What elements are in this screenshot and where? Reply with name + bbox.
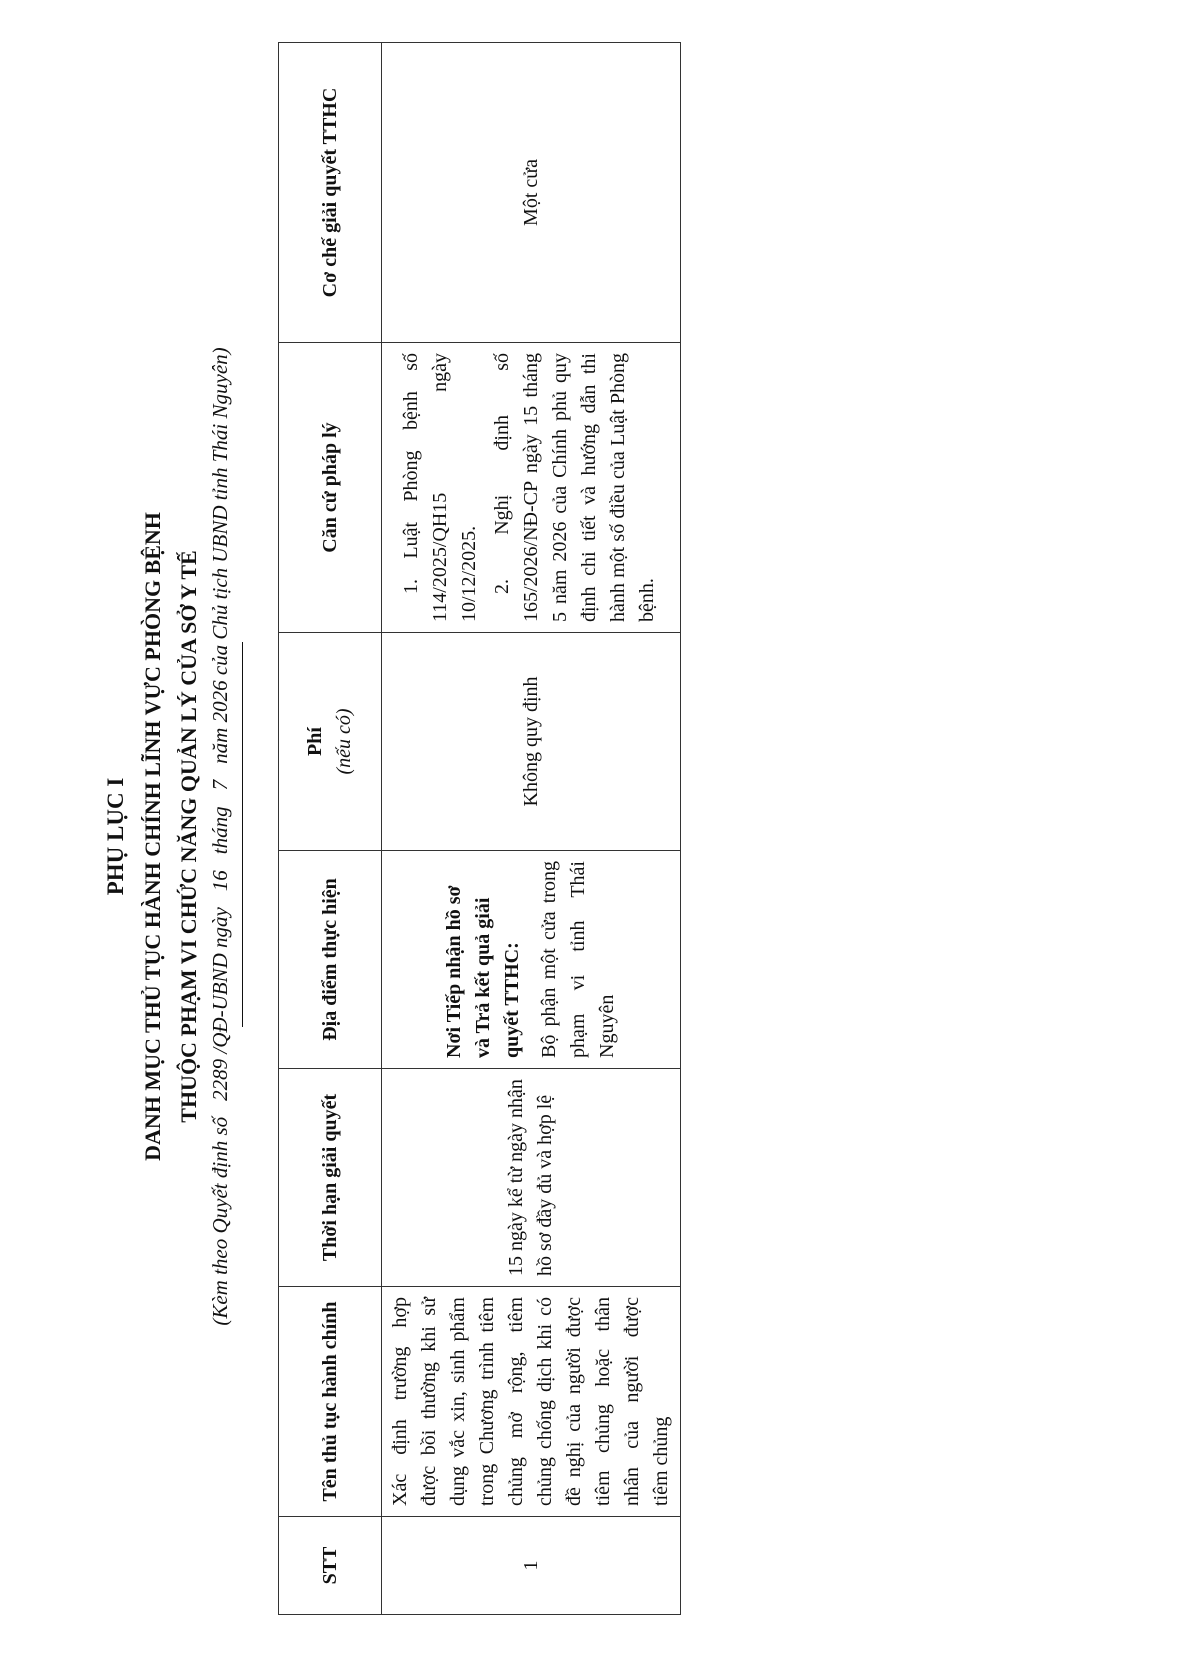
procedure-table (278, 42, 681, 1615)
cell-co-che: Một cửa (382, 43, 681, 343)
subtitle-prefix: (Kèm theo Quyết định số (208, 1116, 232, 1326)
heading-underline (242, 642, 243, 1027)
decision-number: 2289 (208, 1058, 232, 1101)
decision-month: 7 (208, 779, 232, 791)
cell-phi: Không quy định (382, 633, 681, 851)
legal-basis-item: 2. Nghị định số 165/2026/NĐ-CP ngày 15 tháng 5 năm 2026 của Chính phủ quy định chi tiết và hướng dẫn thi hành một số điều của Luật Phòng bệnh. (490, 353, 658, 622)
header-phi-label: Phí (304, 727, 326, 756)
header-phi-note: (nếu có) (333, 708, 355, 775)
cell-dia-diem (382, 851, 681, 1069)
cell-stt: 1 (382, 1517, 681, 1615)
header-ten-thu-tuc: Tên thủ tục hành chính (279, 1287, 382, 1517)
dia-diem-label: Nơi Tiếp nhận hồ sơ và Trả kết quả giải quyết TTHC: (443, 885, 523, 1058)
appendix-title: PHỤ LỤC I (103, 777, 128, 896)
header-can-cu: Căn cứ pháp lý (279, 343, 382, 633)
header-co-che: Cơ chế giải quyết TTHC (279, 43, 382, 343)
heading-line-2: DANH MỤC THỦ TỤC HÀNH CHÍNH LĨNH VỰC PHÒNG BỆNH (140, 512, 165, 1161)
dia-diem-value: Bộ phận một cửa trong phạm vi tỉnh Thái Nguyên (538, 861, 618, 1058)
header-dia-diem: Địa điểm thực hiện (279, 851, 382, 1069)
cell-can-cu (382, 343, 681, 633)
table-row (382, 43, 681, 1615)
table-header-row (279, 43, 382, 1615)
cell-ten-thu-tuc: Xác định trường hợp được bồi thường khi sử dụng vắc xin, sinh phẩm trong Chương trình tiêm chủng mở rộng, tiêm chủng chống dịch khi có đề nghị của người được tiêm chủng hoặc thân nhân của người được tiêm chủng (382, 1287, 681, 1517)
header-phi (279, 633, 382, 851)
month-word: tháng (208, 806, 232, 855)
header-thoi-han: Thời hạn giải quyết (279, 1069, 382, 1287)
legal-basis-item: 1. Luật Phòng bệnh số 114/2025/QH15 ngày 10/12/2025. (399, 353, 480, 622)
header-stt: STT (279, 1517, 382, 1615)
decision-day: 16 (208, 870, 232, 892)
decision-reference (208, 0, 233, 1673)
subtitle-middle: /QĐ-UBND ngày (208, 907, 232, 1054)
subtitle-suffix: năm 2026 của Chủ tịch UBND tỉnh Thái Nguyên) (208, 347, 232, 764)
heading-line-3: THUỘC PHẠM VI CHỨC NĂNG QUẢN LÝ CỦA SỞ Y TẾ (176, 550, 201, 1123)
cell-thoi-han: 15 ngày kể từ ngày nhận hồ sơ đầy đủ và hợp lệ (382, 1069, 681, 1287)
